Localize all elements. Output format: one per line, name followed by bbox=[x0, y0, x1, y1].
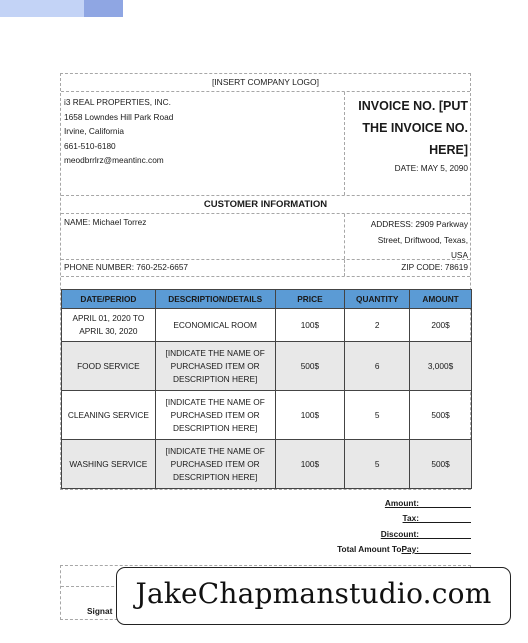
cell-price: 500$ bbox=[275, 342, 345, 391]
cell-period: WASHING SERVICE bbox=[62, 440, 156, 489]
invoice-header bbox=[345, 92, 470, 195]
customer-name-address-row bbox=[61, 214, 470, 260]
address-line3: USA bbox=[450, 250, 468, 260]
invoice-document bbox=[60, 73, 471, 490]
cell-description: [INDICATE THE NAME OF PURCHASED ITEM OR DESCRIPTION HERE] bbox=[155, 391, 275, 440]
header-amount: AMOUNT bbox=[410, 290, 472, 309]
invoice-title-line2: THE INVOICE NO. bbox=[362, 121, 468, 135]
total-pay-blank[interactable] bbox=[419, 544, 471, 554]
company-city: Irvine, California bbox=[64, 126, 124, 136]
spacer bbox=[61, 277, 470, 289]
cell-period: CLEANING SERVICE bbox=[62, 391, 156, 440]
items-table bbox=[61, 289, 472, 489]
company-street: 1658 Lowndes Hill Park Road bbox=[64, 111, 174, 122]
company-email: meodbrrlrz@meantinc.com bbox=[64, 155, 164, 165]
cell-description: ECONOMICAL ROOM bbox=[155, 309, 275, 342]
header-description: DESCRIPTION/DETAILS bbox=[155, 290, 275, 309]
header-date-period: DATE/PERIOD bbox=[62, 290, 156, 309]
table-row bbox=[62, 391, 472, 440]
address-line2: Street, Driftwood, Texas, bbox=[377, 234, 468, 245]
customer-heading: CUSTOMER INFORMATION bbox=[61, 196, 470, 214]
total-pay-prefix: Total Amount To bbox=[337, 544, 402, 554]
cell-price: 100$ bbox=[275, 440, 345, 489]
cell-quantity: 5 bbox=[345, 391, 410, 440]
total-pay-label: Pay: bbox=[401, 544, 419, 554]
total-pay-line bbox=[211, 539, 471, 555]
cell-quantity: 5 bbox=[345, 440, 410, 489]
cell-amount: 3,000$ bbox=[410, 342, 472, 391]
company-name: i3 REAL PROPERTIES, INC. bbox=[64, 97, 171, 107]
discount-label: Discount: bbox=[380, 528, 419, 539]
cell-price: 100$ bbox=[275, 391, 345, 440]
header-price: PRICE bbox=[275, 290, 345, 309]
customer-name: NAME: Michael Torrez bbox=[61, 214, 345, 259]
cell-amount: 500$ bbox=[410, 440, 472, 489]
discount-blank[interactable] bbox=[419, 529, 471, 539]
company-invoice-row bbox=[61, 92, 470, 196]
table-row bbox=[62, 342, 472, 391]
invoice-date: DATE: MAY 5, 2090 bbox=[394, 163, 468, 173]
top-bar-dark-segment bbox=[84, 0, 123, 17]
watermark-banner: JakeChapmanstudio.com bbox=[116, 567, 511, 625]
company-phone: 661-510-6180 bbox=[64, 140, 116, 151]
invoice-title-line3: HERE] bbox=[429, 143, 468, 157]
customer-phone-zip-row bbox=[61, 260, 470, 277]
cell-amount: 200$ bbox=[410, 309, 472, 342]
top-bar-light-segment bbox=[0, 0, 84, 17]
invoice-title-line1: INVOICE NO. [PUT bbox=[358, 99, 468, 113]
table-row bbox=[62, 440, 472, 489]
cell-description: [INDICATE THE NAME OF PURCHASED ITEM OR DESCRIPTION HERE] bbox=[155, 440, 275, 489]
cell-description: [INDICATE THE NAME OF PURCHASED ITEM OR DESCRIPTION HERE] bbox=[155, 342, 275, 391]
header-quantity: QUANTITY bbox=[345, 290, 410, 309]
tax-label: Tax: bbox=[402, 513, 419, 523]
cell-quantity: 6 bbox=[345, 342, 410, 391]
cell-period: APRIL 01, 2020 TO APRIL 30, 2020 bbox=[62, 309, 156, 342]
totals-block bbox=[211, 492, 471, 554]
table-row bbox=[62, 309, 472, 342]
customer-phone: PHONE NUMBER: 760-252-6657 bbox=[61, 260, 345, 276]
discount-line bbox=[211, 523, 471, 539]
tax-blank[interactable] bbox=[419, 513, 471, 523]
table-header-row bbox=[62, 290, 472, 309]
tax-line bbox=[211, 508, 471, 524]
cell-amount: 500$ bbox=[410, 391, 472, 440]
cell-price: 100$ bbox=[275, 309, 345, 342]
cell-period: FOOD SERVICE bbox=[62, 342, 156, 391]
total-amount-line bbox=[211, 492, 471, 508]
signature-label: Signat bbox=[87, 606, 113, 616]
customer-address bbox=[345, 214, 470, 259]
cell-quantity: 2 bbox=[345, 309, 410, 342]
customer-zip: ZIP CODE: 78619 bbox=[401, 262, 468, 272]
amount-blank[interactable] bbox=[419, 498, 471, 508]
logo-placeholder: [INSERT COMPANY LOGO] bbox=[61, 74, 470, 92]
address-line1: ADDRESS: 2909 Parkway bbox=[370, 219, 468, 229]
amount-label: Amount: bbox=[384, 497, 419, 508]
company-info bbox=[61, 92, 345, 195]
